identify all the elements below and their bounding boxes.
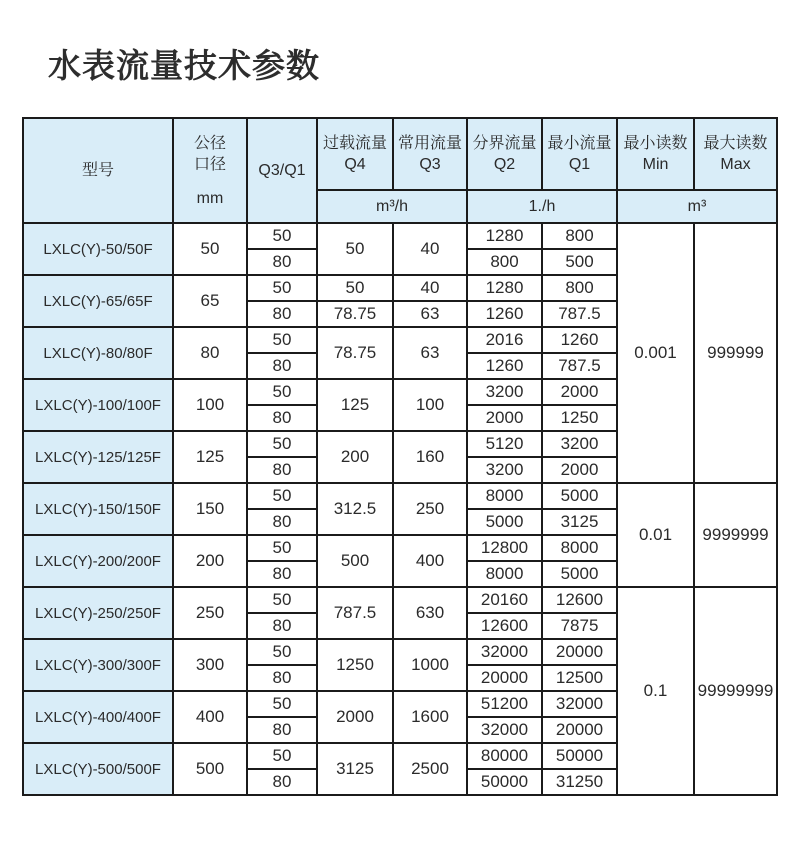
q2-cell: 3200 — [467, 379, 542, 405]
model-cell: LXLC(Y)-100/100F — [23, 379, 173, 431]
ratio-cell: 80 — [247, 249, 317, 275]
q3-cell: 1000 — [393, 639, 467, 691]
q2-cell: 12600 — [467, 613, 542, 639]
header-model — [23, 118, 173, 223]
q1-cell: 800 — [542, 223, 617, 249]
q1-cell: 20000 — [542, 717, 617, 743]
q1-cell: 3200 — [542, 431, 617, 457]
diameter-cell: 500 — [173, 743, 247, 795]
q2-cell: 8000 — [467, 483, 542, 509]
q4-cell: 500 — [317, 535, 393, 587]
table-row — [23, 587, 777, 613]
q1-cell: 3125 — [542, 509, 617, 535]
q4-cell: 78.75 — [317, 301, 393, 327]
header-minimum-flow-label: 最小流量 — [547, 135, 612, 152]
q1-cell: 50000 — [542, 743, 617, 769]
q1-cell: 5000 — [542, 483, 617, 509]
diameter-cell: 300 — [173, 639, 247, 691]
q2-cell: 12800 — [467, 535, 542, 561]
ratio-cell: 50 — [247, 223, 317, 249]
q2-cell: 32000 — [467, 717, 542, 743]
diameter-cell: 65 — [173, 275, 247, 327]
q3-cell: 40 — [393, 223, 467, 275]
q1-cell: 12500 — [542, 665, 617, 691]
ratio-cell: 80 — [247, 717, 317, 743]
ratio-cell: 50 — [247, 379, 317, 405]
model-cell: LXLC(Y)-200/200F — [23, 535, 173, 587]
header-common-flow-label: 常用流量 — [397, 135, 462, 152]
q4-cell: 50 — [317, 223, 393, 275]
header-common-flow-sub: Q3 — [419, 156, 441, 173]
ratio-cell: 50 — [247, 327, 317, 353]
q4-cell: 312.5 — [317, 483, 393, 535]
header-overload-flow — [317, 118, 393, 190]
q1-cell: 800 — [542, 275, 617, 301]
min-reading-cell: 0.001 — [617, 223, 694, 483]
header-max-reading-sub: Max — [720, 156, 751, 173]
q4-cell: 50 — [317, 275, 393, 301]
model-cell: LXLC(Y)-500/500F — [23, 743, 173, 795]
q3-cell: 160 — [393, 431, 467, 483]
header-common-flow — [393, 118, 467, 190]
header-min-reading-label: 最小读数 — [623, 135, 688, 152]
diameter-cell: 150 — [173, 483, 247, 535]
ratio-cell: 50 — [247, 483, 317, 509]
header-max-reading-label: 最大读数 — [703, 135, 768, 152]
q4-cell: 2000 — [317, 691, 393, 743]
diameter-cell: 80 — [173, 327, 247, 379]
header-diameter-line1: 公径 — [193, 134, 226, 152]
ratio-cell: 50 — [247, 535, 317, 561]
diameter-cell: 125 — [173, 431, 247, 483]
unit-reading: m³ — [617, 190, 777, 223]
diameter-cell: 400 — [173, 691, 247, 743]
min-reading-cell: 0.01 — [617, 483, 694, 587]
diameter-cell: 250 — [173, 587, 247, 639]
ratio-cell: 50 — [247, 743, 317, 769]
header-max-reading — [694, 118, 777, 190]
ratio-cell: 80 — [247, 301, 317, 327]
q3-cell: 1600 — [393, 691, 467, 743]
q2-cell: 80000 — [467, 743, 542, 769]
header-overload-flow-label: 过载流量 — [322, 135, 387, 152]
q2-cell: 8000 — [467, 561, 542, 587]
header-minimum-flow-sub: Q1 — [568, 156, 591, 173]
q1-cell: 2000 — [542, 457, 617, 483]
header-diameter-line2: 口径 — [193, 155, 226, 173]
header-diameter-unit: mm — [196, 189, 224, 207]
diameter-cell: 200 — [173, 535, 247, 587]
q1-cell: 20000 — [542, 639, 617, 665]
table-row — [23, 483, 777, 509]
model-cell: LXLC(Y)-250/250F — [23, 587, 173, 639]
q2-cell: 1260 — [467, 301, 542, 327]
header-overload-flow-sub: Q4 — [344, 156, 366, 173]
max-reading-cell: 99999999 — [694, 587, 777, 795]
unit-flow-high: m³/h — [317, 190, 467, 223]
q1-cell: 31250 — [542, 769, 617, 795]
q2-cell: 20000 — [467, 665, 542, 691]
q1-cell: 500 — [542, 249, 617, 275]
header-min-reading-sub: Min — [642, 156, 669, 173]
ratio-cell: 50 — [247, 691, 317, 717]
q1-cell: 787.5 — [542, 353, 617, 379]
q1-cell: 2000 — [542, 379, 617, 405]
q1-cell: 8000 — [542, 535, 617, 561]
spec-table — [22, 117, 778, 796]
q4-cell: 78.75 — [317, 327, 393, 379]
diameter-cell: 50 — [173, 223, 247, 275]
max-reading-cell: 9999999 — [694, 483, 777, 587]
ratio-cell: 80 — [247, 561, 317, 587]
q3-cell: 40 — [393, 275, 467, 301]
table-header — [23, 118, 777, 223]
ratio-cell: 50 — [247, 431, 317, 457]
q1-cell: 7875 — [542, 613, 617, 639]
header-transition-flow-label: 分界流量 — [472, 135, 537, 152]
q3-cell: 100 — [393, 379, 467, 431]
header-minimum-flow — [542, 118, 617, 190]
ratio-cell: 80 — [247, 665, 317, 691]
q2-cell: 5120 — [467, 431, 542, 457]
model-cell: LXLC(Y)-300/300F — [23, 639, 173, 691]
ratio-cell: 50 — [247, 587, 317, 613]
q2-cell: 1280 — [467, 223, 542, 249]
q1-cell: 12600 — [542, 587, 617, 613]
ratio-cell: 80 — [247, 353, 317, 379]
max-reading-cell: 999999 — [694, 223, 777, 483]
q4-cell: 125 — [317, 379, 393, 431]
table-row — [23, 223, 777, 249]
model-cell: LXLC(Y)-400/400F — [23, 691, 173, 743]
q3-cell: 63 — [393, 301, 467, 327]
q2-cell: 2016 — [467, 327, 542, 353]
ratio-cell: 80 — [247, 769, 317, 795]
q1-cell: 1250 — [542, 405, 617, 431]
q2-cell: 2000 — [467, 405, 542, 431]
q2-cell: 32000 — [467, 639, 542, 665]
unit-flow-low: 1./h — [467, 190, 617, 223]
model-cell: LXLC(Y)-65/65F — [23, 275, 173, 327]
model-cell: LXLC(Y)-150/150F — [23, 483, 173, 535]
q1-cell: 5000 — [542, 561, 617, 587]
ratio-cell: 50 — [247, 275, 317, 301]
header-diameter — [173, 118, 247, 223]
header-ratio: Q3/Q1 — [247, 118, 317, 223]
q3-cell: 250 — [393, 483, 467, 535]
q2-cell: 3200 — [467, 457, 542, 483]
model-cell: LXLC(Y)-50/50F — [23, 223, 173, 275]
q2-cell: 1260 — [467, 353, 542, 379]
q2-cell: 51200 — [467, 691, 542, 717]
q4-cell: 3125 — [317, 743, 393, 795]
diameter-cell: 100 — [173, 379, 247, 431]
ratio-cell: 80 — [247, 405, 317, 431]
q3-cell: 400 — [393, 535, 467, 587]
header-model-label: 型号 — [81, 162, 114, 179]
model-cell: LXLC(Y)-80/80F — [23, 327, 173, 379]
table-body — [23, 223, 777, 795]
ratio-cell: 80 — [247, 509, 317, 535]
q3-cell: 63 — [393, 327, 467, 379]
header-row-main — [23, 118, 777, 190]
header-transition-flow-sub: Q2 — [493, 156, 516, 173]
q2-cell: 5000 — [467, 509, 542, 535]
min-reading-cell: 0.1 — [617, 587, 694, 795]
ratio-cell: 80 — [247, 457, 317, 483]
q2-cell: 20160 — [467, 587, 542, 613]
q3-cell: 2500 — [393, 743, 467, 795]
q1-cell: 1260 — [542, 327, 617, 353]
q4-cell: 1250 — [317, 639, 393, 691]
q2-cell: 1280 — [467, 275, 542, 301]
q4-cell: 787.5 — [317, 587, 393, 639]
header-transition-flow — [467, 118, 542, 190]
q4-cell: 200 — [317, 431, 393, 483]
q1-cell: 787.5 — [542, 301, 617, 327]
q2-cell: 800 — [467, 249, 542, 275]
q2-cell: 50000 — [467, 769, 542, 795]
q1-cell: 32000 — [542, 691, 617, 717]
model-cell: LXLC(Y)-125/125F — [23, 431, 173, 483]
q3-cell: 630 — [393, 587, 467, 639]
ratio-cell: 50 — [247, 639, 317, 665]
ratio-cell: 80 — [247, 613, 317, 639]
header-min-reading — [617, 118, 694, 190]
page-title: 水表流量技术参数 — [48, 47, 320, 84]
